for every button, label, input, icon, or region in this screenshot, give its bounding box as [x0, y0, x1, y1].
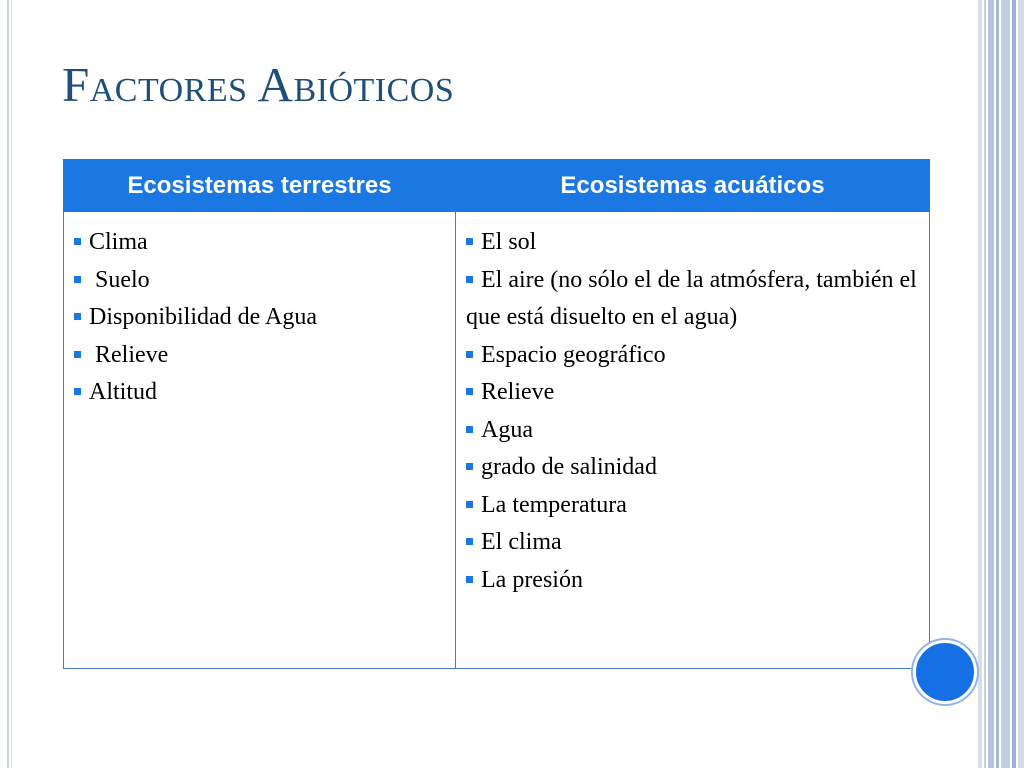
- square-bullet-icon: [466, 538, 473, 545]
- list-item-text: Relieve: [481, 379, 555, 405]
- frame-line-left-inner: [11, 0, 12, 768]
- list-item: [466, 374, 919, 412]
- list-item: [466, 337, 919, 375]
- square-bullet-icon: [74, 238, 81, 245]
- list-item: [466, 412, 919, 450]
- square-bullet-icon: [466, 276, 473, 283]
- square-bullet-icon: [466, 388, 473, 395]
- list-item: [74, 337, 445, 375]
- square-bullet-icon: [466, 351, 473, 358]
- cell-acuaticos: [456, 212, 930, 669]
- square-bullet-icon: [466, 463, 473, 470]
- list-item-text: La temperatura: [481, 491, 627, 518]
- list-item: [466, 562, 919, 600]
- cell-terrestres: [64, 212, 456, 669]
- square-bullet-icon: [466, 501, 473, 508]
- list-item-text: La presión: [481, 566, 583, 593]
- list-item: [74, 224, 445, 262]
- slide-title: Factores Abióticos: [62, 57, 455, 112]
- list-item-text: grado de salinidad: [481, 454, 657, 480]
- list-item-text: Disponibilidad de Agua: [89, 304, 317, 330]
- list-item-text: El aire (no sólo el de la atmósfera, también el que está disuelto en el agua): [466, 266, 917, 330]
- list-item: [74, 262, 445, 300]
- list-item-text: Relieve: [95, 341, 169, 368]
- square-bullet-icon: [74, 388, 81, 395]
- square-bullet-icon: [74, 351, 81, 358]
- header-acuaticos: Ecosistemas acuáticos: [456, 160, 930, 212]
- list-item-text: Agua: [481, 416, 533, 443]
- list-item-text: El sol: [481, 229, 537, 255]
- square-bullet-icon: [74, 313, 81, 320]
- list-item: [466, 262, 919, 337]
- list-item-text: Clima: [89, 229, 148, 255]
- list-item: [74, 374, 445, 412]
- header-terrestres: Ecosistemas terrestres: [64, 160, 456, 212]
- square-bullet-icon: [74, 276, 81, 283]
- frame-stripes-right: [978, 0, 1024, 768]
- square-bullet-icon: [466, 576, 473, 583]
- list-item-text: Altitud: [89, 379, 158, 405]
- list-item-text: Suelo: [95, 266, 150, 293]
- list-item: [466, 224, 919, 262]
- circle-decoration: [913, 640, 977, 704]
- frame-line-left: [7, 0, 9, 768]
- list-item-text: El clima: [481, 529, 562, 555]
- table-body-row: [64, 212, 930, 669]
- list-item: [466, 487, 919, 525]
- list-item: [466, 524, 919, 562]
- list-item: [466, 449, 919, 487]
- list-item-text: Espacio geográfico: [481, 341, 666, 368]
- table-header-row: [64, 160, 930, 212]
- factors-table: [63, 159, 930, 669]
- square-bullet-icon: [466, 238, 473, 245]
- square-bullet-icon: [466, 426, 473, 433]
- list-item: [74, 299, 445, 337]
